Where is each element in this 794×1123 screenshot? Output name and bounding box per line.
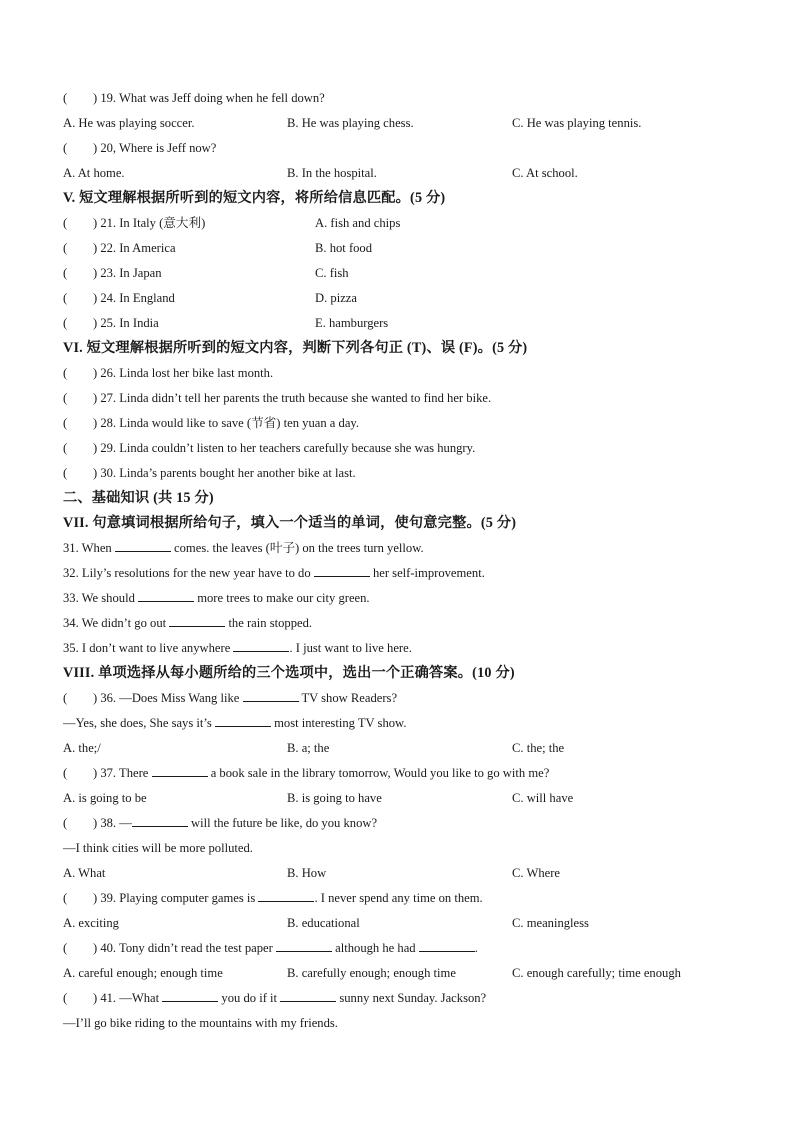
tf-row-30: ( ) 30. Linda’s parents bought her another bike at last. (63, 461, 743, 486)
tf-row-29: ( ) 29. Linda couldn’t listen to her teachers carefully because she was hungry. (63, 436, 743, 461)
blank-field[interactable] (276, 937, 332, 952)
match-option: C. fish (315, 266, 349, 280)
blank-field[interactable] (162, 987, 218, 1002)
blank-field[interactable] (152, 762, 208, 777)
fill-row-35: 35. I don’t want to live anywhere . I just want to live here. (63, 636, 743, 661)
option-a: A. What (63, 866, 106, 880)
match-row-24: ( ) 24. In England D. pizza (63, 286, 743, 311)
option-a: A. careful enough; enough time (63, 966, 223, 980)
options-37 (63, 786, 743, 811)
options-36 (63, 736, 743, 761)
match-row-25: ( ) 25. In India E. hamburgers (63, 311, 743, 336)
option-a: A. He was playing soccer. (63, 116, 195, 130)
answer-bracket[interactable]: ( (63, 816, 68, 830)
match-row-22: ( ) 22. In America B. hot food (63, 236, 743, 261)
option-a: A. exciting (63, 916, 119, 930)
option-b: B. How (287, 866, 327, 880)
question-38: ( ) 38. — will the future be like, do you know? (63, 811, 743, 836)
option-a: A. is going to be (63, 791, 147, 805)
answer-bracket[interactable]: ( (63, 416, 68, 430)
option-b: B. is going to have (287, 791, 382, 805)
option-b: B. carefully enough; enough time (287, 966, 456, 980)
blank-field[interactable] (243, 687, 299, 702)
option-c: C. enough carefully; time enough (512, 966, 681, 980)
match-option: B. hot food (315, 241, 373, 255)
blank-field[interactable] (132, 812, 188, 827)
match-row-21: ( ) 21. In Italy (意大利) A. fish and chips (63, 211, 743, 236)
option-b: B. a; the (287, 741, 330, 755)
section-6-heading: VI. 短文理解根据所听到的短文内容，判断下列各句正 (T)、误 (F)。(5 分) (63, 340, 528, 356)
option-c: C. the; the (512, 741, 565, 755)
blank-field[interactable] (314, 562, 370, 577)
answer-bracket[interactable]: ( (63, 316, 68, 330)
option-b: B. In the hospital. (287, 166, 377, 180)
option-c: C. meaningless (512, 916, 589, 930)
question-41: ( ) 41. —What you do if it sunny next Sunday. Jackson? (63, 986, 743, 1011)
options-19 (63, 111, 743, 136)
option-c: C. will have (512, 791, 574, 805)
blank-field[interactable] (280, 987, 336, 1002)
answer-bracket[interactable]: ( (63, 941, 68, 955)
blank-field[interactable] (419, 937, 475, 952)
answer-bracket[interactable]: ( (63, 691, 68, 705)
fill-row-32: 32. Lily’s resolutions for the new year have to do her self-improvement. (63, 561, 743, 586)
question-text: Where is Jeff now? (119, 141, 217, 155)
blank-field[interactable] (233, 637, 289, 652)
exam-page (63, 86, 743, 1036)
answer-bracket[interactable]: ( (63, 391, 68, 405)
fill-row-31: 31. When comes. the leaves (叶子) on the trees turn yellow. (63, 536, 743, 561)
question-36: ( ) 36. —Does Miss Wang like TV show Readers? (63, 686, 743, 711)
part-2-heading: 二、基础知识 (共 15 分) (63, 490, 214, 506)
answer-bracket[interactable]: ( (63, 366, 68, 380)
answer-bracket[interactable]: ( (63, 891, 68, 905)
options-39 (63, 911, 743, 936)
option-b: B. educational (287, 916, 360, 930)
question-36-reply: —Yes, she does, She says it’s most interesting TV show. (63, 711, 743, 736)
options-38 (63, 861, 743, 886)
answer-bracket[interactable]: ( (63, 216, 68, 230)
blank-field[interactable] (115, 537, 171, 552)
question-37: ( ) 37. There a book sale in the library tomorrow, Would you like to go with me? (63, 761, 743, 786)
option-c: C. Where (512, 866, 561, 880)
section-8-heading: VIII. 单项选择从每小题所给的三个选项中，选出一个正确答案。(10 分) (63, 665, 515, 681)
question-41-reply: —I’ll go bike riding to the mountains with my friends. (63, 1016, 338, 1030)
option-c: C. He was playing tennis. (512, 116, 642, 130)
question-40: ( ) 40. Tony didn’t read the test paper although he had . (63, 936, 743, 961)
blank-field[interactable] (138, 587, 194, 602)
blank-field[interactable] (169, 612, 225, 627)
fill-row-34: 34. We didn’t go out the rain stopped. (63, 611, 743, 636)
answer-bracket[interactable]: ( (63, 266, 68, 280)
fill-row-33: 33. We should more trees to make our city green. (63, 586, 743, 611)
tf-row-27: ( ) 27. Linda didn’t tell her parents the truth because she wanted to find her bike. (63, 386, 743, 411)
answer-bracket[interactable]: ( (63, 91, 68, 105)
question-39: ( ) 39. Playing computer games is . I never spend any time on them. (63, 886, 743, 911)
blank-field[interactable] (258, 887, 314, 902)
section-5-heading: V. 短文理解根据所听到的短文内容，将所给信息匹配。(5 分) (63, 190, 446, 206)
option-b: B. He was playing chess. (287, 116, 414, 130)
answer-bracket[interactable]: ( (63, 466, 68, 480)
answer-bracket[interactable]: ( (63, 241, 68, 255)
question-19: ( ) 19. What was Jeff doing when he fell down? (63, 86, 743, 111)
match-option: E. hamburgers (315, 316, 389, 330)
option-a: A. At home. (63, 166, 125, 180)
question-text: What was Jeff doing when he fell down? (119, 91, 325, 105)
answer-bracket[interactable]: ( (63, 441, 68, 455)
match-row-23: ( ) 23. In Japan C. fish (63, 261, 743, 286)
option-a: A. the;/ (63, 741, 101, 755)
question-20: ( ) 20, Where is Jeff now? (63, 136, 743, 161)
options-20 (63, 161, 743, 186)
match-option: A. fish and chips (315, 216, 401, 230)
blank-field[interactable] (215, 712, 271, 727)
tf-row-28: ( ) 28. Linda would like to save (节省) ten yuan a day. (63, 411, 743, 436)
section-7-heading: VII. 句意填词根据所给句子，填入一个适当的单词，使句意完整。(5 分) (63, 515, 517, 531)
answer-bracket[interactable]: ( (63, 291, 68, 305)
options-40 (63, 961, 743, 986)
question-38-reply: —I think cities will be more polluted. (63, 841, 253, 855)
answer-bracket[interactable]: ( (63, 991, 68, 1005)
option-c: C. At school. (512, 166, 578, 180)
answer-bracket[interactable]: ( (63, 141, 68, 155)
tf-row-26: ( ) 26. Linda lost her bike last month. (63, 361, 743, 386)
match-option: D. pizza (315, 291, 357, 305)
answer-bracket[interactable]: ( (63, 766, 68, 780)
